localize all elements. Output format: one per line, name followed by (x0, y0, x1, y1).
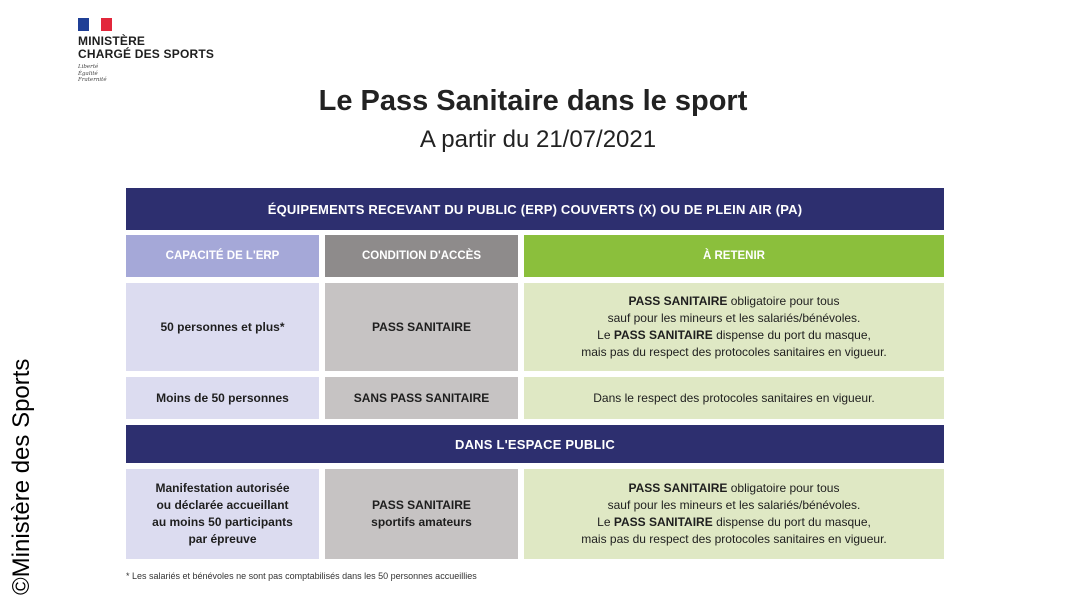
table-row-3-capacity: Manifestation autorisée ou déclarée accueillant au moins 50 participants par épreuve (126, 469, 319, 559)
section-erp-heading: ÉQUIPEMENTS RECEVANT DU PUBLIC (ERP) COUVERTS (X) OU DE PLEIN AIR (PA) (126, 188, 944, 230)
french-flag-icon (78, 18, 112, 31)
republic-motto: Liberté Égalité Fraternité (78, 64, 107, 83)
table-row-3-retenir: PASS SANITAIRE obligatoire pour tous sauf pour les mineurs et les salariés/bénévoles. Le PASS SANITAIRE dispense du port du masque, mais pas du respect des protocoles sanitaires en vigueur. (524, 469, 944, 559)
table-row-2-condition: SANS PASS SANITAIRE (325, 377, 518, 419)
column-header-capacity: CAPACITÉ DE L'ERP (126, 235, 319, 277)
footnote: * Les salariés et bénévoles ne sont pas comptabilisés dans les 50 personnes accueillies (126, 571, 477, 581)
table-row-2-retenir: Dans le respect des protocoles sanitaires en vigueur. (524, 377, 944, 419)
ministry-name-line2: CHARGÉ DES SPORTS (78, 47, 215, 61)
ministry-logo (78, 18, 214, 84)
ministry-name-line1: MINISTÈRE (78, 34, 146, 48)
column-header-retenir: À RETENIR (524, 235, 944, 277)
copyright-credit: ©Ministère des Sports (8, 358, 35, 595)
page-title: Le Pass Sanitaire dans le sport (318, 85, 748, 117)
table-row-3-condition: PASS SANITAIRE sportifs amateurs (325, 469, 518, 559)
table-row-2-capacity: Moins de 50 personnes (126, 377, 319, 419)
page-subtitle: A partir du 21/07/2021 (419, 126, 657, 153)
table-row-1-retenir: PASS SANITAIRE obligatoire pour tous sauf pour les mineurs et les salariés/bénévoles. Le PASS SANITAIRE dispense du port du masque, mais pas du respect des protocoles sanitaires en vigueur. (524, 283, 944, 371)
column-header-condition: CONDITION D'ACCÈS (325, 235, 518, 277)
section-public-space-heading: DANS L'ESPACE PUBLIC (126, 425, 944, 463)
table-row-1-capacity: 50 personnes et plus* (126, 283, 319, 371)
table-row-1-condition: PASS SANITAIRE (325, 283, 518, 371)
